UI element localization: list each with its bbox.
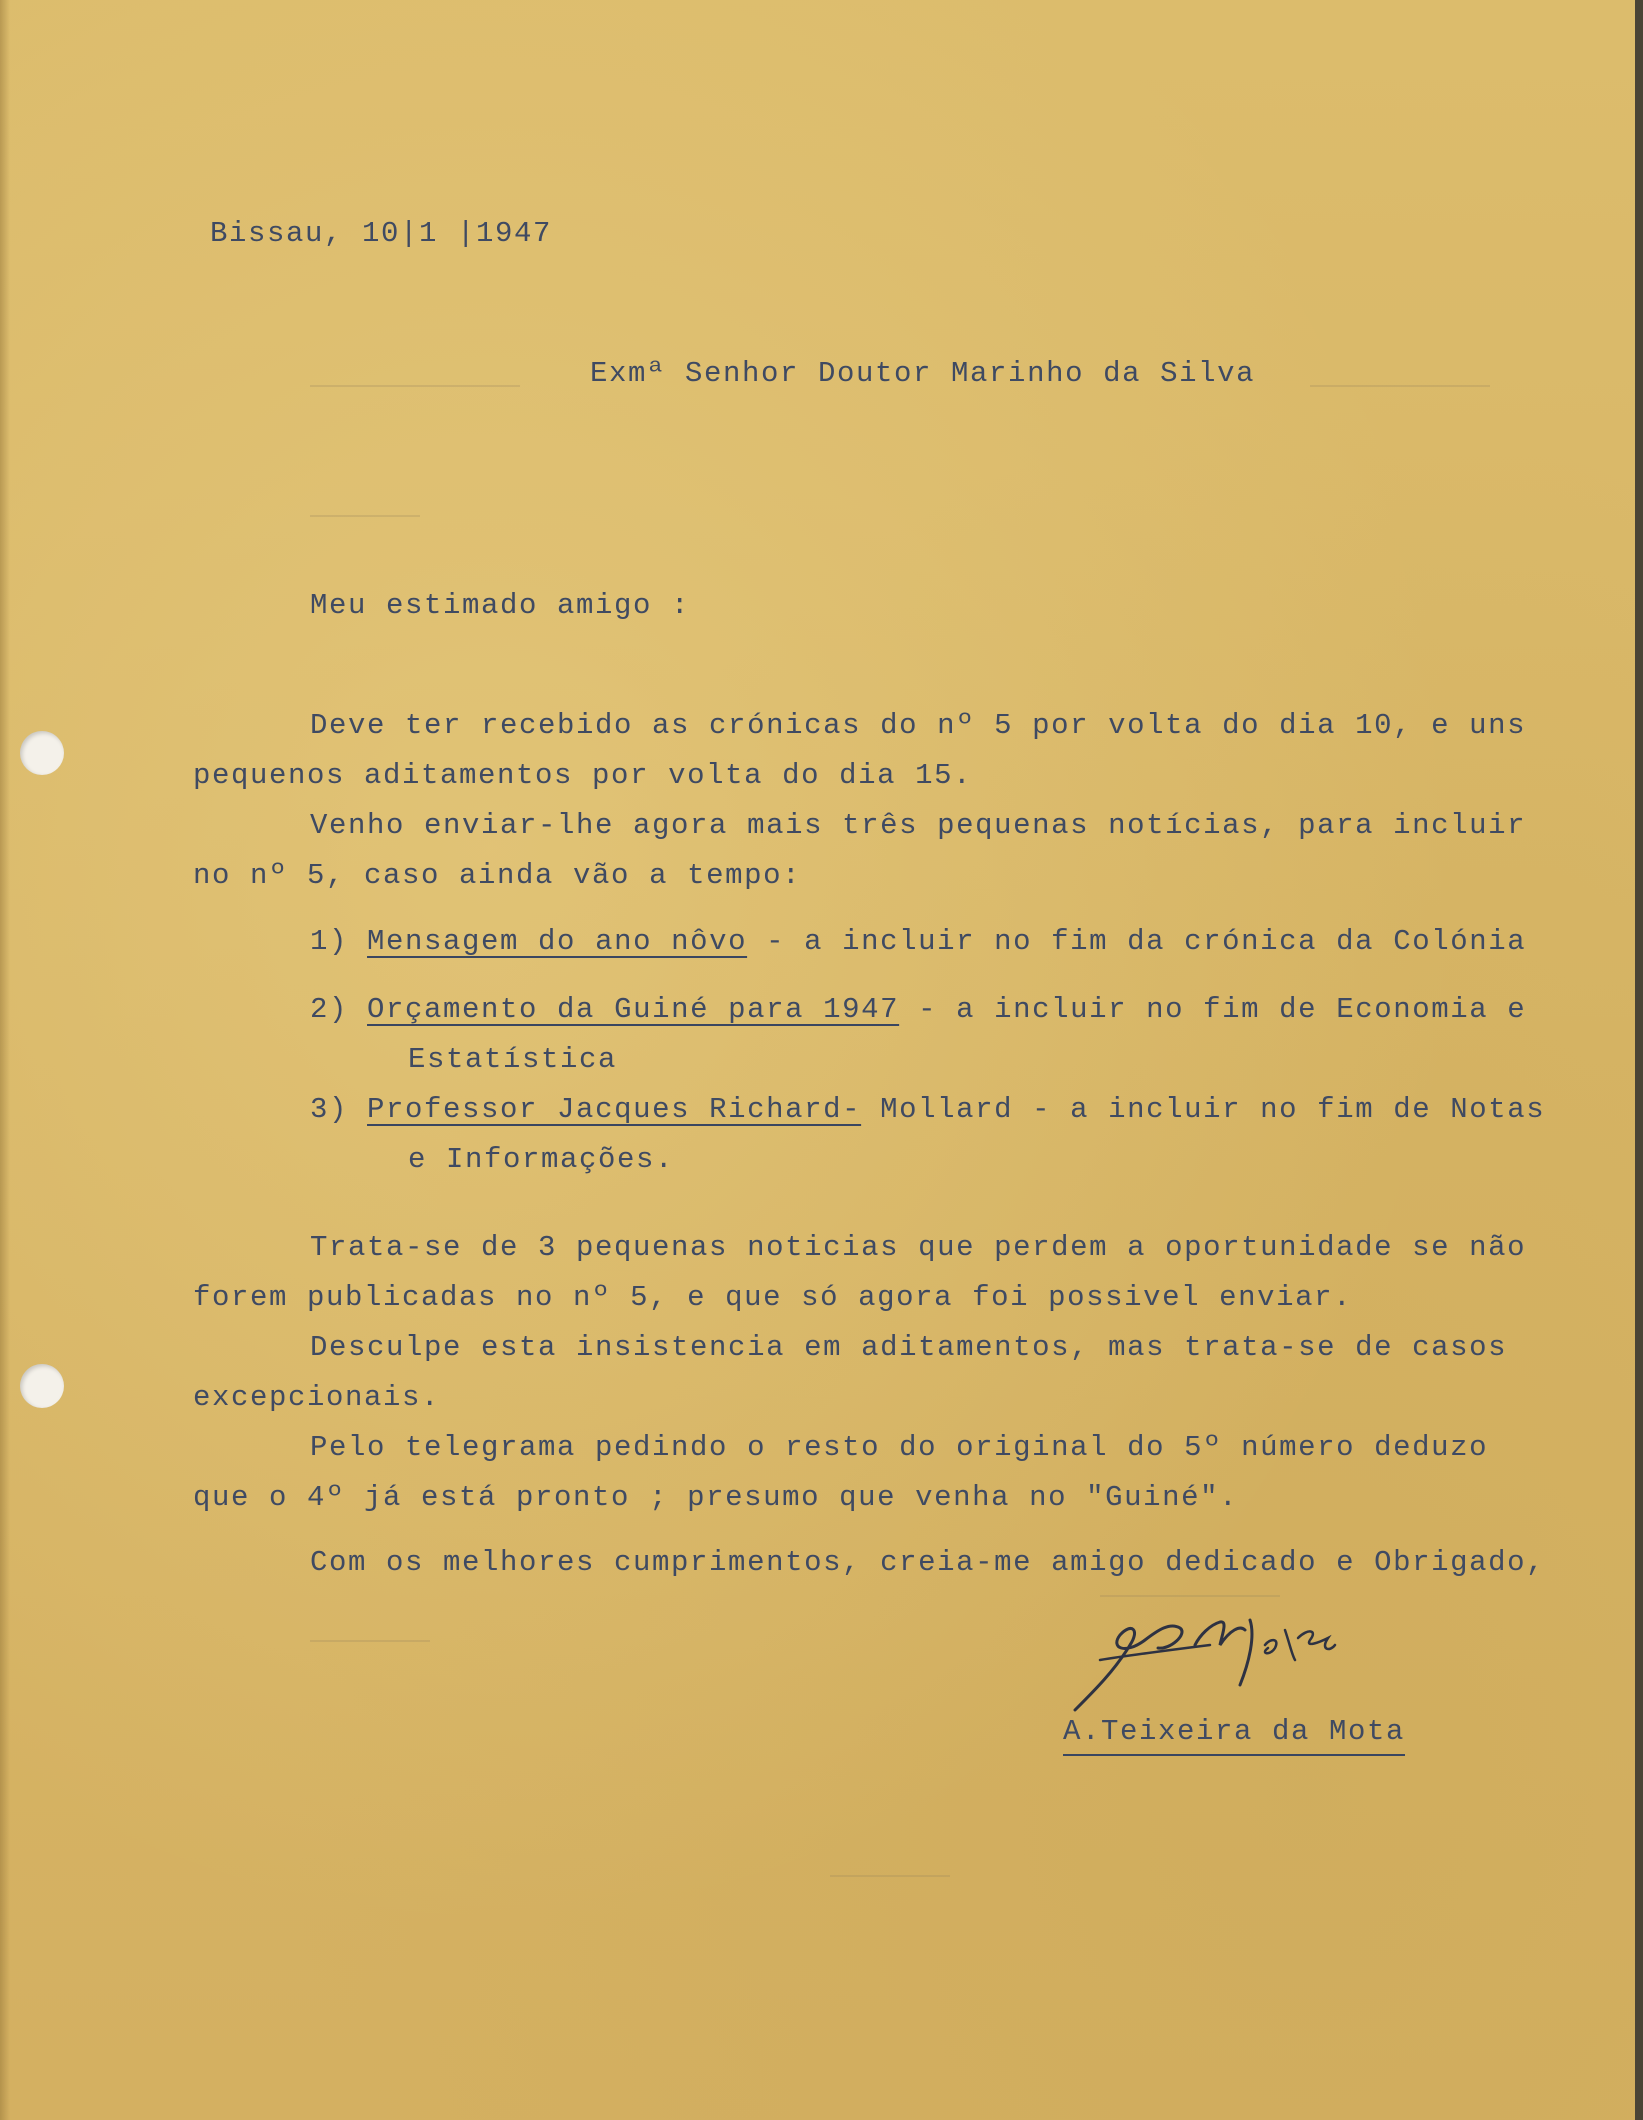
paragraph-3-line-1: Trata-se de 3 pequenas noticias que perdem a oportunidade se não — [310, 1231, 1527, 1264]
bleed-through-mark — [1310, 385, 1490, 387]
salutation: Meu estimado amigo : — [310, 589, 691, 622]
bleed-through-mark — [830, 1875, 950, 1877]
addressee: Exmª Senhor Doutor Marinho da Silva — [590, 357, 1256, 390]
letter-date: Bissau, 10|1 |1947 — [210, 217, 553, 250]
list-item-text: - a incluir no fim de Notas — [1013, 1093, 1546, 1126]
punch-hole-top — [20, 731, 64, 775]
paragraph-3-line-2: forem publicadas no nº 5, e que só agora foi possivel enviar. — [193, 1281, 1353, 1314]
closing: Com os melhores cumprimentos, creia-me amigo dedicado e Obrigado, — [310, 1546, 1546, 1579]
list-item-3 — [310, 1095, 1545, 1124]
bleed-through-mark — [310, 385, 520, 387]
list-item-title: Orçamento da Guiné para 1947 — [367, 993, 900, 1026]
list-item-text: - a incluir no fim de Economia e — [899, 993, 1527, 1026]
punch-hole-bottom — [20, 1364, 64, 1408]
list-item-title: Professor Jacques Richard- — [367, 1093, 862, 1126]
paragraph-5-line-2: que o 4º já está pronto ; presumo que venha no "Guiné". — [193, 1481, 1239, 1514]
paragraph-1-line-2: pequenos aditamentos por volta do dia 15. — [193, 759, 973, 792]
paragraph-2-line-1: Venho enviar-lhe agora mais três pequenas notícias, para incluir — [310, 809, 1527, 842]
paragraph-2-line-2: no nº 5, caso ainda vão a tempo: — [193, 859, 802, 892]
paper-edge-shadow — [0, 0, 10, 2120]
list-item-title: Mensagem do ano nôvo — [367, 925, 748, 958]
list-item-2-continuation: Estatística — [408, 1043, 618, 1076]
paragraph-4-line-2: excepcionais. — [193, 1381, 441, 1414]
list-item-3-continuation: e Informações. — [408, 1143, 675, 1176]
bleed-through-mark — [310, 515, 420, 517]
bleed-through-mark — [1100, 1595, 1280, 1597]
list-item-number: 3) — [310, 1093, 349, 1126]
list-item-number: 1) — [310, 925, 349, 958]
list-item-text: - a incluir no fim da crónica da Colónia — [747, 925, 1527, 958]
list-item-title-cont: Mollard — [861, 1093, 1014, 1126]
handwritten-signature — [1070, 1600, 1390, 1730]
list-item-1 — [310, 927, 1526, 956]
list-item-2 — [310, 995, 1526, 1024]
bleed-through-mark — [310, 1640, 430, 1642]
paragraph-1-line-1: Deve ter recebido as crónicas do nº 5 por volta do dia 10, e uns — [310, 709, 1527, 742]
paragraph-5-line-1: Pelo telegrama pedindo o resto do original do 5º número deduzo — [310, 1431, 1489, 1464]
signature-name: A.Teixeira da Mota — [1063, 1717, 1405, 1756]
paragraph-4-line-1: Desculpe esta insistencia em aditamentos, mas trata-se de casos — [310, 1331, 1508, 1364]
list-item-number: 2) — [310, 993, 349, 1026]
